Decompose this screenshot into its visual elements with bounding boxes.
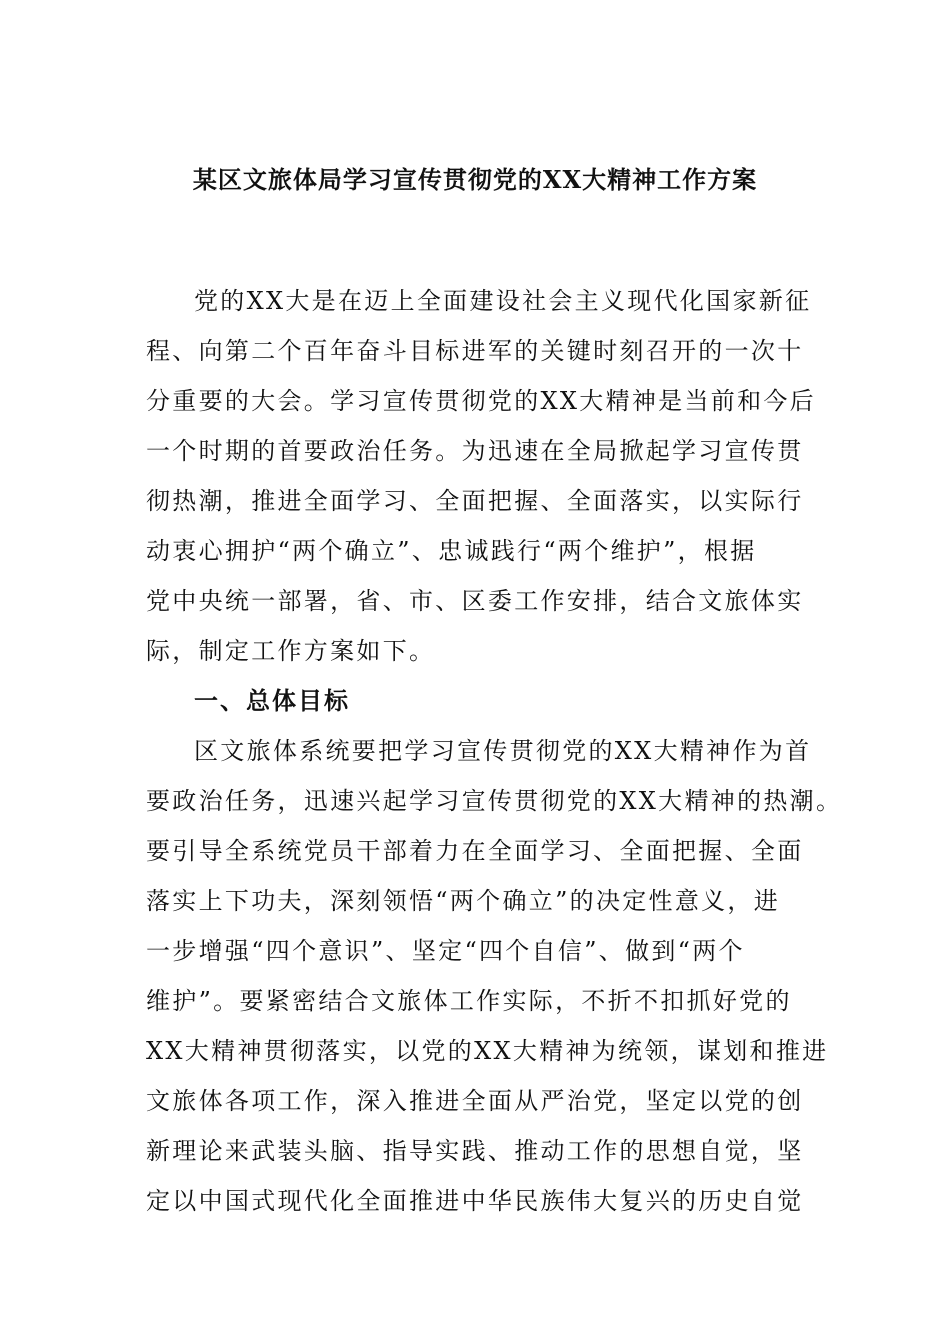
paragraph-line: 彻热潮，推进全面学习、全面把握、全面落实，以实际行 (146, 487, 804, 515)
paragraph-line: 一步增强“四个意识”、坚定“四个自信”、做到“两个 (146, 937, 745, 965)
paragraph-line: 定以中国式现代化全面推进中华民族伟大复兴的历史自觉 (146, 1187, 804, 1215)
paragraph-line: 落实上下功夫，深刻领悟“两个确立”的决定性意义，进 (146, 887, 781, 915)
paragraph-line: 动衷心拥护“两个确立”、忠诚践行“两个维护”，根据 (146, 537, 757, 565)
paragraph-line: 维护”。要紧密结合文旅体工作实际，不折不扣抓好党的 (146, 987, 792, 1015)
paragraph-line: 党中央统一部署，省、市、区委工作安排，结合文旅体实 (146, 587, 804, 615)
paragraph-line: 新理论来武装头脑、指导实践、推动工作的思想自觉，坚 (146, 1137, 804, 1165)
paragraph-line: 一个时期的首要政治任务。为迅速在全局掀起学习宣传贯 (146, 437, 804, 465)
paragraph-line: 分重要的大会。学习宣传贯彻党的XX大精神是当前和今后 (146, 387, 816, 415)
section-heading: 一、总体目标 (194, 686, 350, 715)
paragraph-line: 要引导全系统党员干部着力在全面学习、全面把握、全面 (146, 837, 804, 865)
paragraph-line: 党的XX大是在迈上全面建设社会主义现代化国家新征 (194, 287, 812, 315)
paragraph-line: XX大精神贯彻落实，以党的XX大精神为统领，谋划和推进 (146, 1037, 829, 1065)
paragraph-line: 区文旅体系统要把学习宣传贯彻党的XX大精神作为首 (194, 737, 812, 765)
paragraph-line: 程、向第二个百年奋斗目标进军的关键时刻召开的一次十 (146, 337, 804, 365)
paragraph-line: 要政治任务，迅速兴起学习宣传贯彻党的XX大精神的热潮。 (146, 787, 843, 815)
paragraph-line: 际，制定工作方案如下。 (146, 637, 436, 665)
paragraph-line: 文旅体各项工作，深入推进全面从严治党，坚定以党的创 (146, 1087, 804, 1115)
document-title: 某区文旅体局学习宣传贯彻党的XX大精神工作方案 (192, 165, 758, 194)
